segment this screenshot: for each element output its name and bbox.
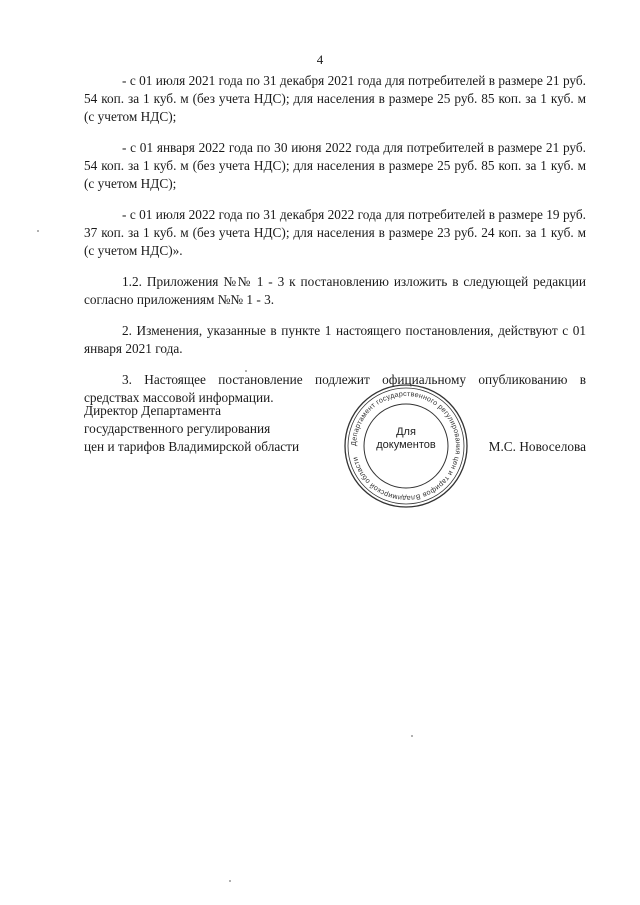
signatory-title xyxy=(84,402,299,456)
stamp-center-line: документов xyxy=(376,439,436,451)
signatory-name: М.С. Новоселова xyxy=(488,439,586,454)
signatory-title-line: Директор Департамента xyxy=(84,403,222,418)
paragraph-tariff-h1-2022: - с 01 января 2022 года по 30 июня 2022 года для потребителей в размере 21 руб. 54 коп. за 1 куб. м (без учета НДС); для населения в размере 25 руб. 85 коп. за 1 куб. м (с учетом НДС); xyxy=(84,140,586,191)
scan-speck xyxy=(245,370,247,372)
scan-speck xyxy=(411,735,413,737)
signatory-title-line: цен и тарифов Владимирской области xyxy=(84,439,300,454)
signatory-title-line: государственного регулирования xyxy=(84,421,271,436)
paragraph-tariff-h2-2022: - с 01 июля 2022 года по 31 декабря 2022 года для потребителей в размере 19 руб. 37 коп. за 1 куб. м (без учета НДС); для населения в размере 23 руб. 24 коп. за 1 куб. м (с учетом НДС)». xyxy=(84,207,586,258)
document-body xyxy=(84,72,586,420)
official-stamp xyxy=(342,382,470,510)
paragraph-item-1-2: 1.2. Приложения №№ 1 - 3 к постановлению изложить в следующей редакции согласно приложениям №№ 1 - 3. xyxy=(84,274,586,307)
page-number: 4 xyxy=(316,52,324,67)
stamp-center-line: Для xyxy=(396,426,416,438)
stamp-ring-text: Департамент государственного регулирования цен и тарифов Владимирской области xyxy=(348,388,464,504)
stamp-center-text xyxy=(342,426,470,452)
paragraph-item-3: 3. Настоящее постановление подлежит официальному опубликованию в средствах массовой информации. xyxy=(84,372,586,405)
paragraph-tariff-h2-2021: - с 01 июля 2021 года по 31 декабря 2021 года для потребителей в размере 21 руб. 54 коп. за 1 куб. м (без учета НДС); для населения в размере 25 руб. 85 коп. за 1 куб. м (с учетом НДС); xyxy=(84,73,586,124)
scan-speck xyxy=(229,880,231,882)
paragraph-item-2: 2. Изменения, указанные в пункте 1 настоящего постановления, действуют с 01 января 2021 года. xyxy=(84,323,586,356)
scan-speck xyxy=(37,230,39,232)
